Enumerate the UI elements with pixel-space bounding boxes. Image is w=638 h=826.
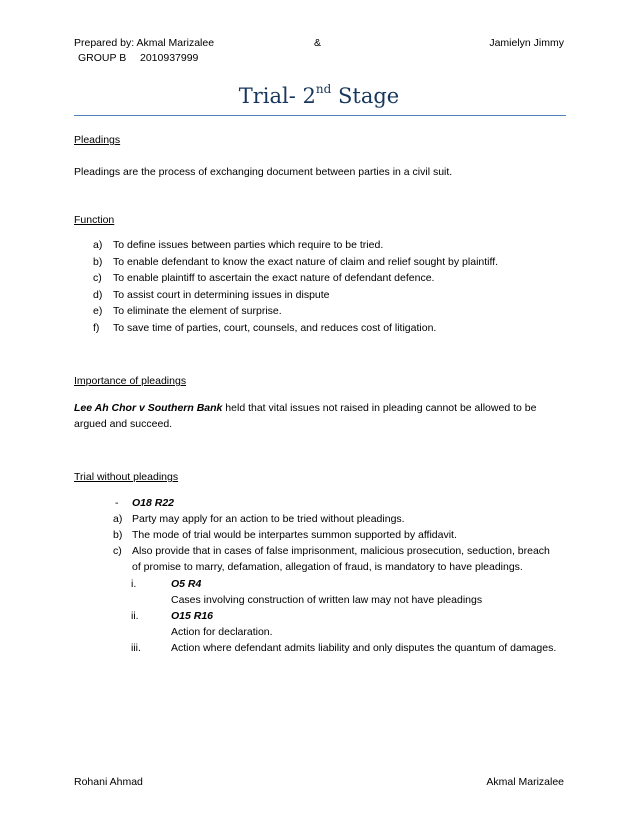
list-label: b) bbox=[113, 529, 123, 541]
list-text: Also provide that in cases of false imprisonment, malicious prosecution, seduction, breach bbox=[132, 545, 550, 557]
title-superscript: nd bbox=[315, 82, 332, 96]
header-coauthor: Jamielyn Jimmy bbox=[489, 37, 564, 49]
sub-label: i. bbox=[131, 578, 137, 590]
list-text: To eliminate the element of surprise. bbox=[113, 305, 282, 317]
importance-heading: Importance of pleadings bbox=[74, 375, 187, 387]
pleadings-heading: Pleadings bbox=[74, 134, 121, 146]
sub-label: iii. bbox=[131, 642, 141, 654]
sub-text: Cases involving construction of written law may not have pleadings bbox=[171, 594, 483, 606]
footer-right: Akmal Marizalee bbox=[486, 776, 564, 788]
list-label: c) bbox=[113, 545, 122, 557]
list-text: To define issues between parties which require to be tried. bbox=[113, 239, 384, 251]
dash-marker: - bbox=[115, 497, 119, 509]
list-label: a) bbox=[93, 239, 103, 251]
trial-without-heading: Trial without pleadings bbox=[74, 471, 179, 483]
page-title bbox=[0, 84, 638, 108]
list-text: Party may apply for an action to be tried without pleadings. bbox=[132, 513, 405, 525]
footer-left: Rohani Ahmad bbox=[74, 776, 143, 788]
list-text: To assist court in determining issues in dispute bbox=[113, 289, 330, 301]
list-text: The mode of trial would be interpartes summon supported by affidavit. bbox=[132, 529, 457, 541]
header-group: GROUP B bbox=[78, 52, 127, 64]
list-label: b) bbox=[93, 256, 103, 268]
list-text: To save time of parties, court, counsels, and reduces cost of litigation. bbox=[113, 322, 437, 334]
title-rest: Stage bbox=[331, 84, 400, 108]
header-id: 2010937999 bbox=[140, 52, 199, 64]
sub-rule: O15 R16 bbox=[171, 610, 214, 622]
list-label: d) bbox=[93, 289, 103, 301]
importance-line2: argued and succeed. bbox=[74, 418, 173, 430]
function-heading: Function bbox=[74, 214, 115, 226]
list-text: To enable plaintiff to ascertain the exact nature of defendant defence. bbox=[113, 272, 435, 284]
header-ampersand: & bbox=[314, 37, 322, 49]
title-divider bbox=[74, 115, 566, 116]
sub-rule: O5 R4 bbox=[171, 578, 202, 590]
list-label: a) bbox=[113, 513, 123, 525]
pleadings-text: Pleadings are the process of exchanging document between parties in a civil suit. bbox=[74, 166, 453, 178]
order-rule: O18 R22 bbox=[132, 497, 175, 509]
sub-text: Action where defendant admits liability and only disputes the quantum of damages. bbox=[171, 642, 557, 654]
list-label: f) bbox=[93, 322, 100, 334]
header-prepared-by: Prepared by: Akmal Marizalee bbox=[74, 37, 215, 49]
list-text: To enable defendant to know the exact nature of claim and relief sought by plaintiff. bbox=[113, 256, 499, 268]
importance-text bbox=[74, 402, 536, 414]
list-label: e) bbox=[93, 305, 103, 317]
title-main: Trial- 2 bbox=[238, 84, 316, 108]
list-label: c) bbox=[93, 272, 102, 284]
sub-label: ii. bbox=[131, 610, 139, 622]
list-text-continued: of promise to marry, defamation, allegation of fraud, is mandatory to have pleadings. bbox=[132, 561, 523, 573]
case-name: Lee Ah Chor v Southern Bank bbox=[74, 402, 223, 414]
sub-text: Action for declaration. bbox=[171, 626, 273, 638]
importance-line1: held that vital issues not raised in pleading cannot be allowed to be bbox=[222, 402, 537, 414]
